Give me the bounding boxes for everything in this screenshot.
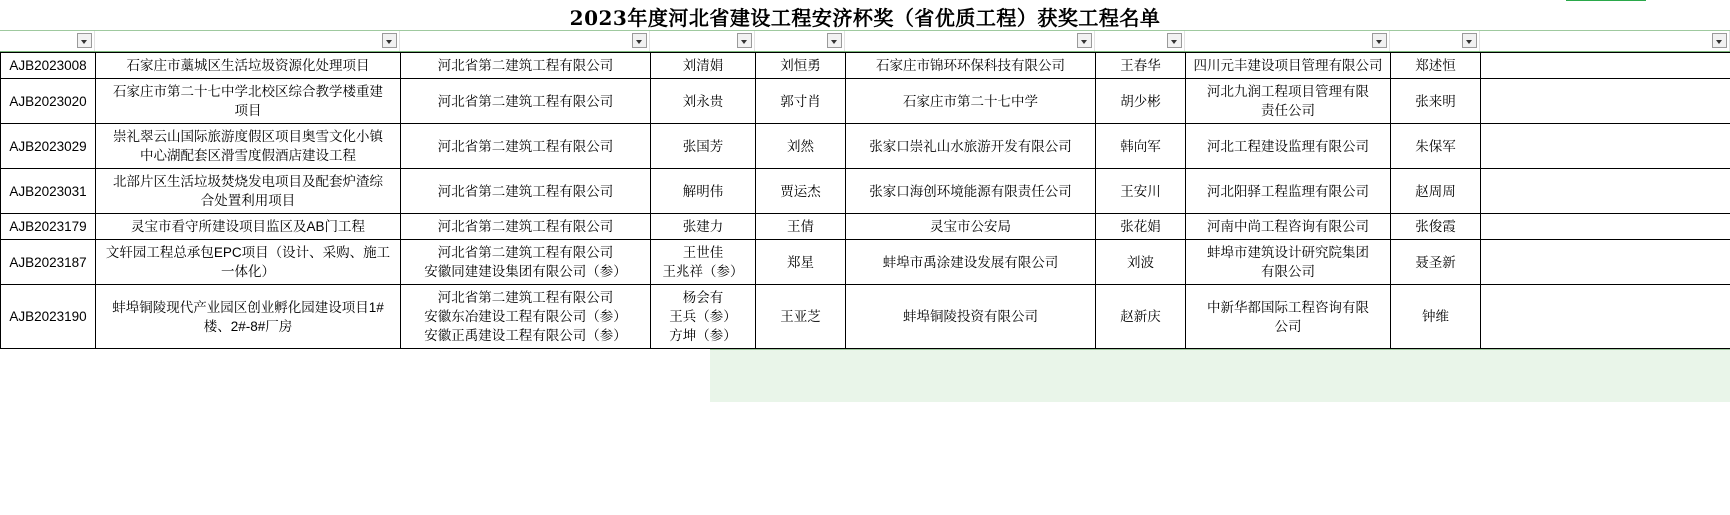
cell-person2[interactable] [756,214,846,240]
cell-line: 王倩 [787,219,814,234]
cell-owner[interactable] [846,79,1096,124]
cell-code[interactable]: AJB2023190 [1,285,96,349]
cell-line: 张家口海创环境能源有限责任公司 [869,183,1072,199]
cell-line: 蚌埠市禹涂建设发展有限公司 [882,254,1059,270]
cell-line: 中心湖配套区滑雪度假酒店建设工程 [140,148,356,163]
table-row [1,53,1730,79]
cell-line: 河北阳驿工程监理有限公司 [1207,183,1369,199]
cell-person3[interactable] [1096,169,1186,214]
cell-supervisor[interactable] [1186,285,1391,349]
cell-person3[interactable] [1096,214,1186,240]
cell-line: 河北省第二建筑工程有限公司 [437,93,614,109]
cell-person1[interactable] [651,53,756,79]
filter-cell-tail [1480,31,1730,51]
cell-owner[interactable] [846,169,1096,214]
cell-line: 楼、2#-8#厂房 [203,318,293,334]
cell-line: 河北省第二建筑工程有限公司 [437,58,614,73]
autofilter-row [0,31,1730,52]
cell-person4[interactable] [1391,240,1481,285]
cell-person2[interactable] [756,53,846,79]
cell-line: 河北省第二建筑工程有限公司 [437,290,614,305]
cell-line: 张俊霞 [1415,219,1456,234]
filter-dropdown-icon[interactable] [737,33,752,48]
cell-contractor[interactable] [401,214,651,240]
cell-person1[interactable] [651,124,756,169]
filter-cell-owner [845,31,1095,51]
cell-person1[interactable] [651,169,756,214]
filter-cell-supervisor [1185,31,1390,51]
filter-cell-code [0,31,95,51]
cell-line: 刘然 [787,138,814,154]
cell-line: 蚌埠市建筑设计研究院集团 [1207,245,1369,260]
filter-dropdown-icon[interactable] [1372,33,1387,48]
cell-line: 文轩园工程总承包EPC项目（设计、采购、施工 [105,245,391,260]
cell-line: 安徽正禹建设工程有限公司（参） [424,328,627,343]
filter-dropdown-icon[interactable] [1712,33,1727,48]
green-accent-bar [1566,0,1646,1]
cell-line: 刘波 [1127,254,1154,270]
cell-line: 责任公司 [1261,103,1315,118]
cell-project[interactable] [96,169,401,214]
selection-highlight-area [710,349,1730,402]
cell-line: 解明伟 [682,183,724,199]
cell-code[interactable]: AJB2023020 [1,79,96,124]
cell-line: 石家庄市第二十七中学北校区综合教学楼重建 [113,84,383,99]
cell-line: 王世佳 [682,245,724,260]
title-row [0,0,1730,31]
cell-person1[interactable] [651,285,756,349]
cell-line: 安徽同建建设集团有限公司（参） [424,264,627,279]
filter-cell-project [95,31,400,51]
cell-contractor[interactable] [401,169,651,214]
cell-person3[interactable] [1096,53,1186,79]
cell-line: 郭寸肖 [780,93,821,109]
cell-owner[interactable] [846,53,1096,79]
filter-dropdown-icon[interactable] [1462,33,1477,48]
filter-dropdown-icon[interactable] [827,33,842,48]
cell-line: 河北工程建设监理有限公司 [1207,138,1369,154]
cell-person3[interactable] [1096,240,1186,285]
cell-person3[interactable] [1096,285,1186,349]
cell-line: 张国芳 [682,138,724,154]
cell-line: 王兆祥（参） [662,264,744,279]
filter-cell-person4 [1390,31,1480,51]
cell-project[interactable] [96,53,401,79]
cell-line: 张花娟 [1120,219,1161,234]
cell-person2[interactable] [756,79,846,124]
cell-line: 公司 [1274,318,1302,334]
cell-line: 胡少彬 [1120,93,1161,109]
cell-supervisor[interactable] [1186,169,1391,214]
cell-contractor[interactable] [401,240,651,285]
cell-line: 蚌埠铜陵现代产业园区创业孵化园建设项目1# [112,299,384,315]
cell-line: 王安川 [1120,183,1161,199]
table-row [1,240,1730,285]
cell-supervisor[interactable] [1186,124,1391,169]
cell-code[interactable]: AJB2023179 [1,214,96,240]
cell-line: 蚌埠铜陵投资有限公司 [903,309,1038,324]
cell-tail[interactable] [1481,53,1730,79]
cell-contractor[interactable] [401,124,651,169]
cell-person4[interactable] [1391,53,1481,79]
cell-supervisor[interactable] [1186,240,1391,285]
cell-owner[interactable] [846,124,1096,169]
cell-person4[interactable] [1391,124,1481,169]
cell-contractor[interactable] [401,53,651,79]
cell-project[interactable] [96,285,401,349]
cell-line: 刘恒勇 [780,58,821,73]
cell-project[interactable] [96,124,401,169]
cell-line: 张家口崇礼山水旅游开发有限公司 [869,138,1072,154]
cell-line: 聂圣新 [1415,254,1456,270]
cell-person3[interactable] [1096,79,1186,124]
cell-line: 灵宝市看守所建设项目监区及AB门工程 [130,219,365,234]
filter-dropdown-icon[interactable] [1077,33,1092,48]
cell-contractor[interactable] [401,285,651,349]
cell-line: 有限公司 [1261,264,1315,279]
cell-tail[interactable] [1481,124,1730,169]
cell-person2[interactable] [756,285,846,349]
cell-line: 郑述恒 [1415,58,1456,73]
table-row [1,124,1730,169]
cell-person4[interactable] [1391,79,1481,124]
cell-line: 赵周周 [1415,183,1456,199]
cell-line: 钟维 [1422,309,1449,324]
cell-line: 崇礼翠云山国际旅游度假区项目奥雪文化小镇 [113,129,383,144]
cell-tail[interactable] [1481,240,1730,285]
cell-supervisor[interactable] [1186,53,1391,79]
cell-person2[interactable] [756,124,846,169]
cell-line: 方坤（参） [669,328,737,343]
cell-tail[interactable] [1481,79,1730,124]
table-row [1,79,1730,124]
table-row [1,285,1730,349]
filter-dropdown-icon[interactable] [1167,33,1182,48]
cell-line: 刘永贵 [682,93,724,109]
cell-line: 安徽东冶建设工程有限公司（参） [424,309,627,324]
filter-cell-contractor [400,31,650,51]
cell-owner[interactable] [846,285,1096,349]
cell-code[interactable]: AJB2023031 [1,169,96,214]
cell-line: 杨会有 [682,290,724,305]
cell-person4[interactable] [1391,169,1481,214]
cell-tail[interactable] [1481,169,1730,214]
page-title: 2023年度河北省建设工程安济杯奖（省优质工程）获奖工程名单 [569,6,1161,30]
awarded-projects-table [0,52,1730,349]
table-row [1,169,1730,214]
cell-line: 石家庄市藁城区生活垃圾资源化处理项目 [126,58,370,73]
cell-line: 河北省第二建筑工程有限公司 [437,183,614,199]
cell-line: 河南中尚工程咨询有限公司 [1207,219,1369,234]
cell-supervisor[interactable] [1186,214,1391,240]
cell-line: 王亚芝 [780,309,821,324]
cell-line: 河北省第二建筑工程有限公司 [437,219,614,234]
cell-line: 朱保军 [1415,138,1456,154]
filter-dropdown-icon[interactable] [382,33,397,48]
cell-tail[interactable] [1481,285,1730,349]
cell-line: 刘清娟 [682,58,724,73]
cell-line: 石家庄市锦环环保科技有限公司 [876,58,1065,73]
cell-code[interactable]: AJB2023029 [1,124,96,169]
cell-person2[interactable] [756,169,846,214]
cell-project[interactable] [96,79,401,124]
cell-line: 项目 [234,103,262,118]
cell-line: 郑星 [787,254,814,270]
cell-line: 贾运杰 [780,183,821,199]
cell-line: 灵宝市公安局 [930,219,1011,234]
cell-line: 河北省第二建筑工程有限公司 [437,245,614,260]
cell-line: 张来明 [1415,93,1456,109]
cell-owner[interactable] [846,214,1096,240]
filter-cell-person1 [650,31,755,51]
cell-person2[interactable] [756,240,846,285]
cell-project[interactable] [96,240,401,285]
cell-line: 中新华都国际工程咨询有限 [1207,299,1369,315]
cell-person1[interactable] [651,240,756,285]
cell-tail[interactable] [1481,214,1730,240]
cell-code[interactable]: AJB2023008 [1,53,96,79]
cell-person1[interactable] [651,79,756,124]
cell-owner[interactable] [846,240,1096,285]
cell-line: 合处置利用项目 [200,193,296,208]
cell-line: 北部片区生活垃圾焚烧发电项目及配套炉渣综 [113,174,383,189]
filter-dropdown-icon[interactable] [632,33,647,48]
cell-line: 赵新庆 [1120,309,1161,324]
cell-line: 王春华 [1120,58,1161,73]
sheet-empty-area [0,349,1730,401]
cell-person3[interactable] [1096,124,1186,169]
filter-dropdown-icon[interactable] [77,33,92,48]
filter-cell-person2 [755,31,845,51]
cell-line: 一体化） [221,264,275,279]
cell-contractor[interactable] [401,79,651,124]
cell-line: 河北九润工程项目管理有限 [1207,84,1369,99]
filter-cell-person3 [1095,31,1185,51]
cell-person1[interactable] [651,214,756,240]
cell-line: 张建力 [682,219,724,234]
cell-line: 王兵（参） [669,309,737,324]
table-row [1,214,1730,240]
cell-line: 韩向军 [1120,138,1161,154]
cell-person4[interactable] [1391,285,1481,349]
cell-line: 四川元丰建设项目管理有限公司 [1193,58,1383,73]
cell-line: 石家庄市第二十七中学 [903,93,1038,109]
cell-person4[interactable] [1391,214,1481,240]
cell-project[interactable] [96,214,401,240]
cell-line: 河北省第二建筑工程有限公司 [437,138,614,154]
cell-code[interactable]: AJB2023187 [1,240,96,285]
cell-supervisor[interactable] [1186,79,1391,124]
